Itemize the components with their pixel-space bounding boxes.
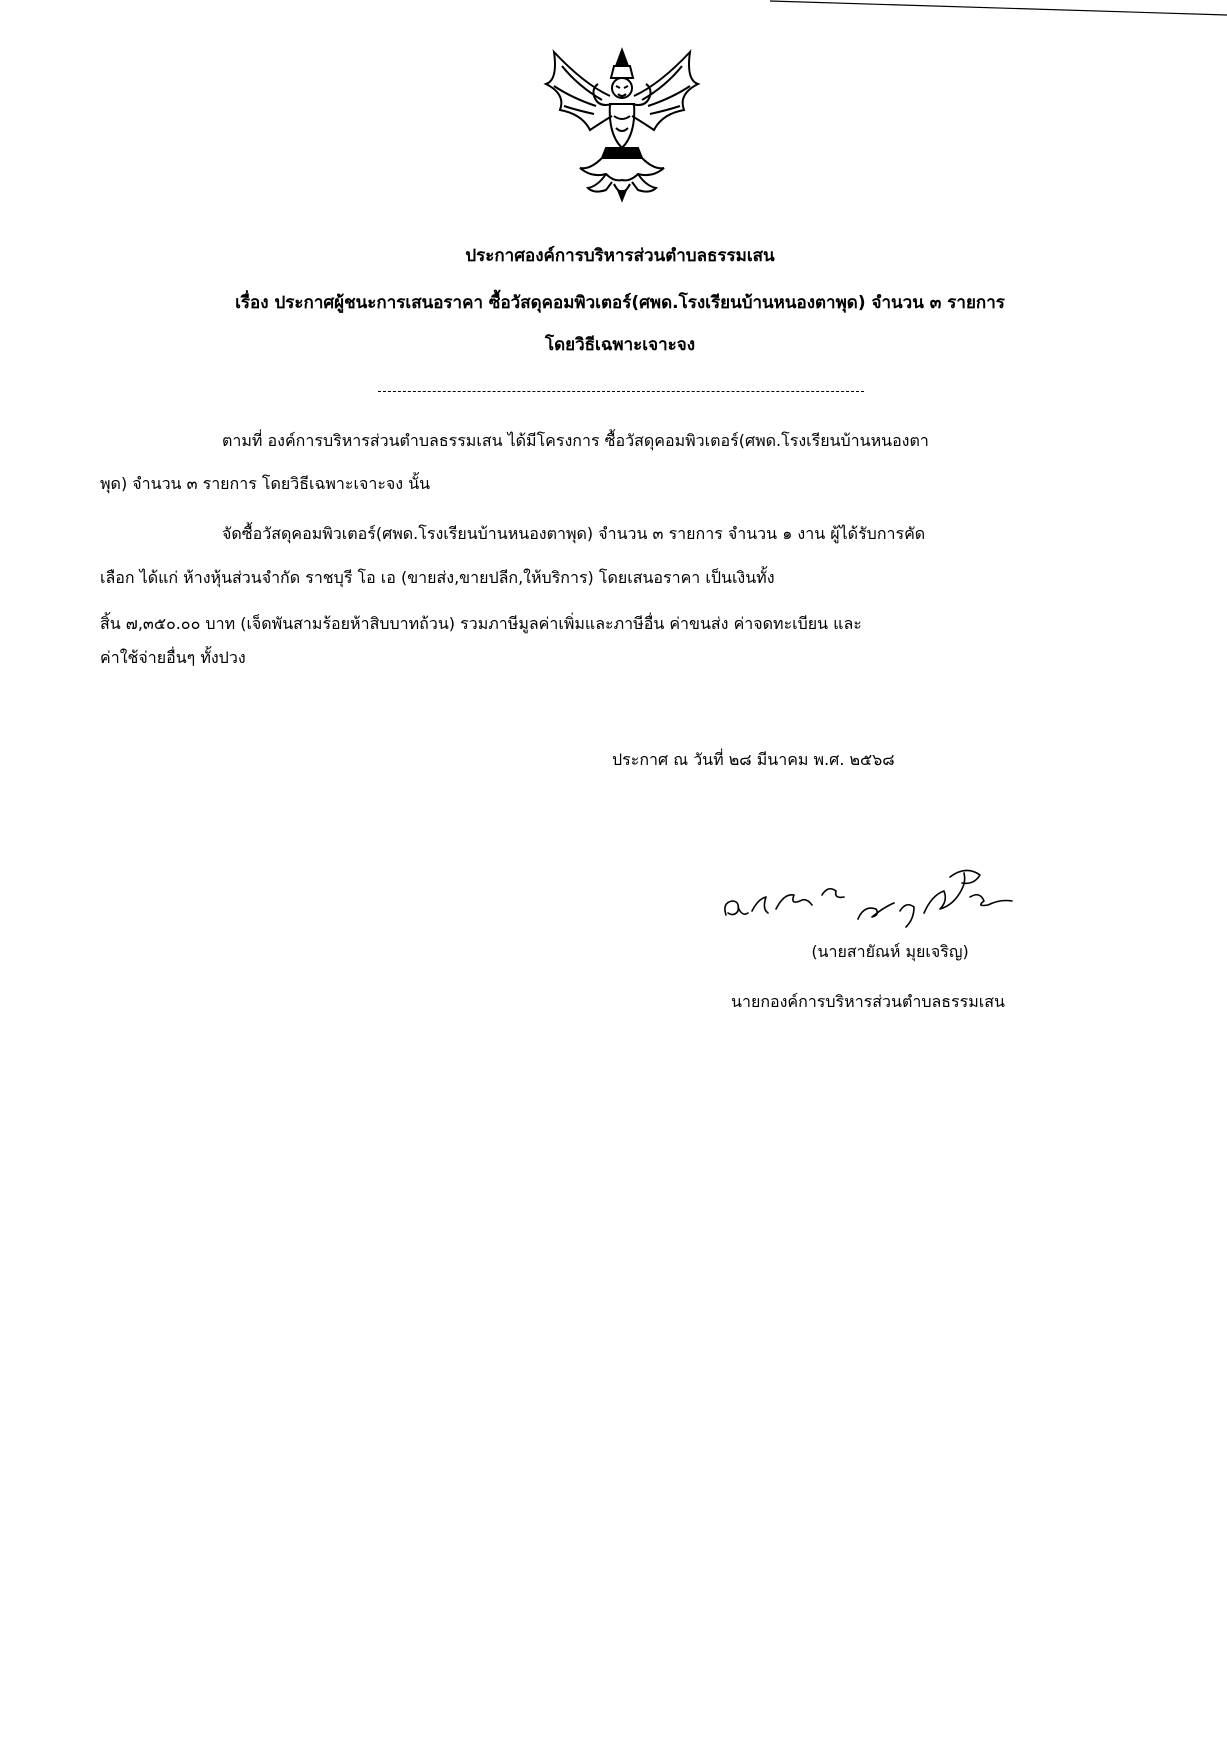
paragraph-2-line: จัดซื้อวัสดุคอมพิวเตอร์(ศพด.โรงเรียนบ้านหนองตาพุด) จำนวน ๓ รายการ จำนวน ๑ งาน ผู้ได้รับการคัด — [222, 524, 926, 543]
paragraph-1-line: พุด) จำนวน ๓ รายการ โดยวิธีเฉพาะเจาะจง นั้น — [100, 474, 431, 493]
signer-name: (นายสายัณห์ มุยเจริญ) — [811, 942, 969, 961]
procurement-method: โดยวิธีเฉพาะเจาะจง — [544, 335, 696, 355]
paragraph-1-line: ตามที่ องค์การบริหารส่วนตำบลธรรมเสน ได้มีโครงการ ซื้อวัสดุคอมพิวเตอร์(ศพด.โรงเรียนบ้านหนองตา — [222, 431, 929, 450]
paragraph-2-line: สิ้น ๗,๓๕๐.๐๐ บาท (เจ็ดพันสามร้อยห้าสิบบาทถ้วน) รวมภาษีมูลค่าเพิ่มและภาษีอื่น ค่าขนส่ง ค่าจดทะเบียน และ — [100, 614, 862, 633]
garuda-emblem-icon — [532, 44, 712, 204]
title-divider — [378, 391, 864, 392]
document-title: ประกาศองค์การบริหารส่วนตำบลธรรมเสน — [465, 246, 775, 266]
handwritten-signature — [718, 855, 1034, 935]
scan-edge-line — [770, 0, 1227, 18]
announcement-date: ประกาศ ณ วันที่ ๒๘ มีนาคม พ.ศ. ๒๕๖๘ — [612, 750, 895, 769]
paragraph-2-line: เลือก ได้แก่ ห้างหุ้นส่วนจำกัด ราชบุรี โอ เอ (ขายส่ง,ขายปลีก,ให้บริการ) โดยเสนอราคา เป็นเงินทั้ง — [100, 568, 775, 587]
document-subject: เรื่อง ประกาศผู้ชนะการเสนอราคา ซื้อวัสดุคอมพิวเตอร์(ศพด.โรงเรียนบ้านหนองตาพุด) จำนวน ๓ รายการ — [235, 293, 1005, 313]
signer-position: นายกองค์การบริหารส่วนตำบลธรรมเสน — [731, 992, 1005, 1011]
paragraph-2-line: ค่าใช้จ่ายอื่นๆ ทั้งปวง — [100, 648, 246, 667]
